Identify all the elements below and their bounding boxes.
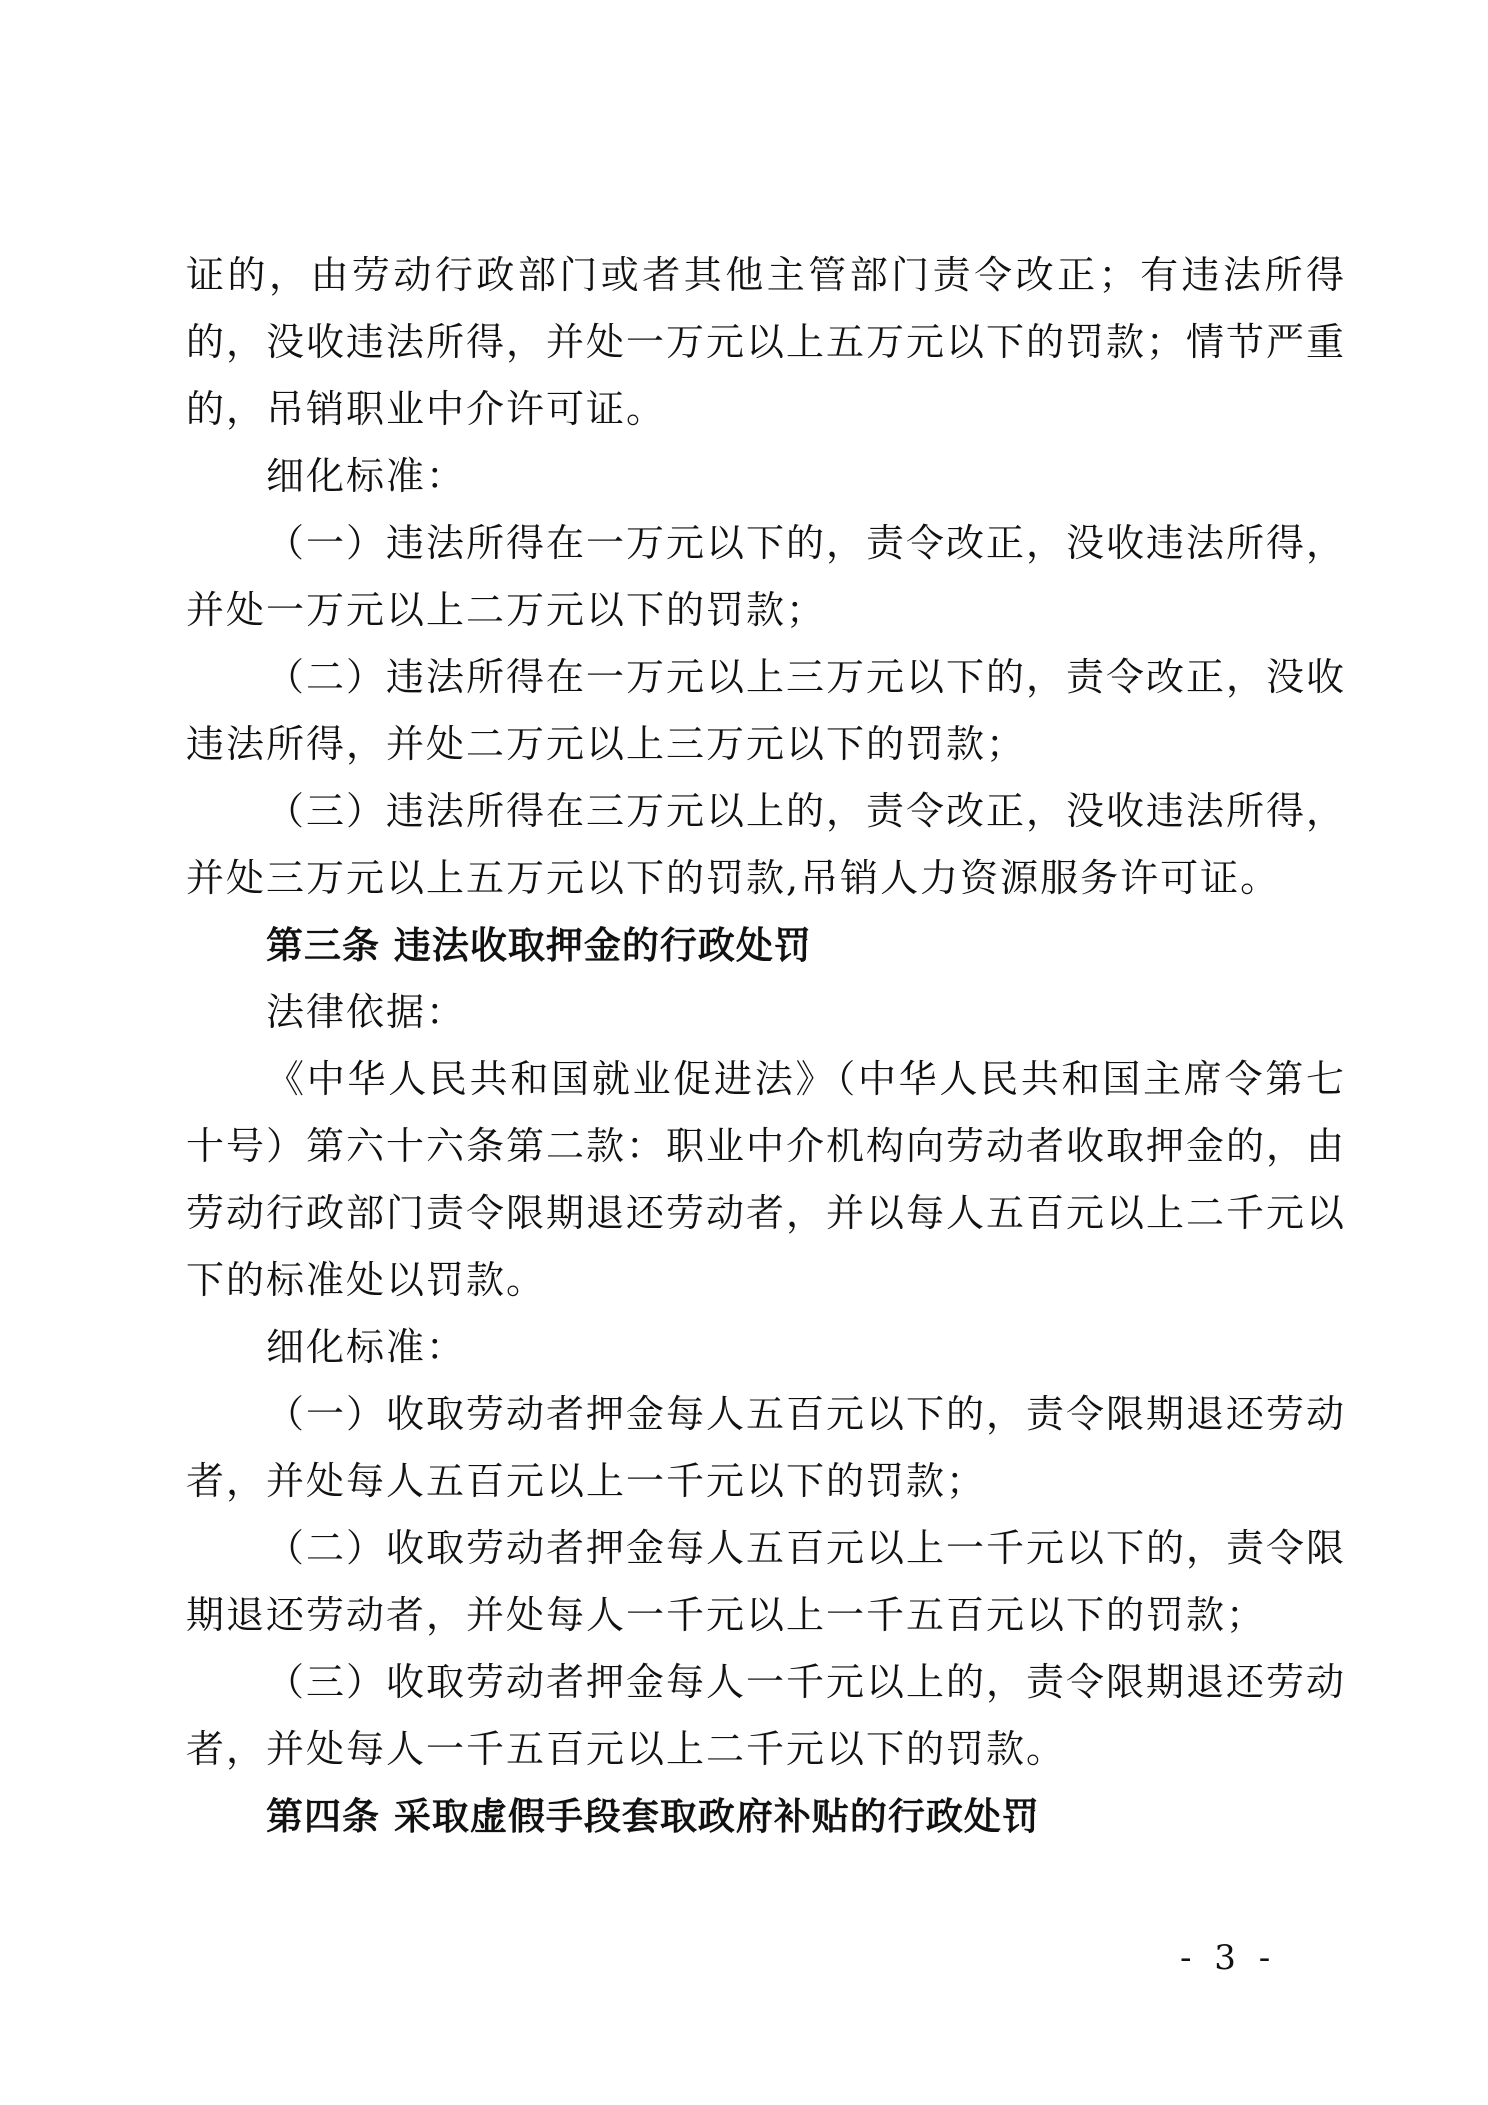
document-body: [186, 242, 1346, 1850]
paragraph-standard-item-2: （二）违法所得在一万元以上三万元以下的，责令改正，没收违法所得，并处二万元以上三万元以下的罚款；: [186, 655, 1347, 766]
paragraph-standard-item-1: （一）违法所得在一万元以下的，责令改正，没收违法所得，并处一万元以上二万元以下的罚款；: [186, 521, 1347, 632]
section-heading-article-3: 第三条 违法收取押金的行政处罚: [266, 924, 812, 967]
paragraph-detailed-standard-label: 细化标准：: [266, 454, 467, 498]
paragraph-deposit-item-3: （三）收取劳动者押金每人一千元以上的，责令限期退还劳动者，并处每人一千五百元以上二千元以下的罚款。: [186, 1660, 1347, 1771]
paragraph-deposit-item-1: （一）收取劳动者押金每人五百元以下的，责令限期退还劳动者，并处每人五百元以上一千元以下的罚款；: [186, 1392, 1347, 1503]
paragraph-penalty-continuation: 证的，由劳动行政部门或者其他主管部门责令改正；有违法所得的，没收违法所得，并处一万元以上五万元以下的罚款；情节严重的，吊销职业中介许可证。: [186, 253, 1347, 431]
section-heading-article-4: 第四条 采取虚假手段套取政府补贴的行政处罚: [266, 1795, 1040, 1838]
page-number: - 3 -: [1180, 1938, 1277, 1978]
paragraph-standard-item-3: （三）违法所得在三万元以上的，责令改正，没收违法所得，并处三万元以上五万元以下的罚款,吊销人力资源服务许可证。: [186, 789, 1347, 900]
paragraph-legal-basis-label: 法律依据：: [266, 990, 467, 1034]
paragraph-detailed-standard-label-2: 细化标准：: [266, 1325, 467, 1369]
paragraph-legal-basis-text: 《中华人民共和国就业促进法》（中华人民共和国主席令第七十号）第六十六条第二款：职业中介机构向劳动者收取押金的，由劳动行政部门责令限期退还劳动者，并以每人五百元以上二千元以下的标准处以罚款。: [186, 1057, 1347, 1302]
paragraph-deposit-item-2: （二）收取劳动者押金每人五百元以上一千元以下的，责令限期退还劳动者，并处每人一千元以上一千五百元以下的罚款；: [186, 1526, 1347, 1637]
